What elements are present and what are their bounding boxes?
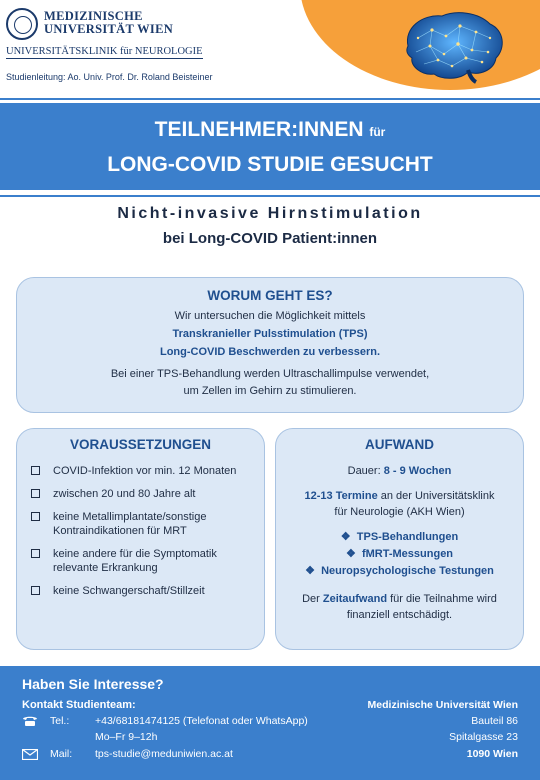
appointments-location: für Neurologie (AKH Wien) [334,506,465,518]
subtitle: bei Long-COVID Patient:innen [162,230,378,247]
duration-label: Dauer: [347,465,381,477]
diamond-bullet-icon: ❖ [305,565,315,577]
worum-heading: WORUM GEHT ES? [207,288,333,303]
list-item [29,487,259,501]
requirements-list [29,464,259,607]
voraussetzungen-box [16,428,265,650]
checkbox-icon [31,489,40,498]
worum-text-highlight: Long-COVID Beschwerden zu verbessern. [159,346,381,358]
worum-box [16,277,524,413]
effort-item [276,547,523,560]
worum-text: um Zellen im Gehirn zu stimulieren. [183,385,357,397]
aufwand-box [275,428,524,650]
effort-item-text: Neuropsychologische Testungen [321,565,494,577]
appointments-count: 12-13 Termine [304,490,378,502]
requirement-text: keine andere für die Symptomatik relevante Erkrankung [53,548,217,574]
title-band [0,103,540,190]
clinic-name: UNIVERSITÄTSKLINIK für NEUROLOGIE [6,46,203,57]
address-line: 1090 Wien [466,748,518,760]
requirement-text: keine Metallimplantate/sonstige Kontraindikationen für MRT [53,511,207,537]
effort-item [276,530,523,543]
duration-value: 8 - 9 Wochen [383,465,452,477]
study-lead: Studienleitung: Ao. Univ. Prof. Dr. Roland Beisteiner [6,72,213,82]
tel-value[interactable]: +43/68181474125 (Telefonat oder WhatsApp) [95,715,308,727]
logo-line: MEDIZINISCHE [44,9,143,23]
interest-question: Haben Sie Interesse? [22,676,164,692]
diamond-bullet-icon: ❖ [345,548,356,560]
compensation-note [276,593,523,605]
address-line: Spitalgasse 23 [449,731,518,743]
list-item [29,464,259,478]
mail-icon [22,749,38,760]
mail-value[interactable]: tps-studie@meduniwien.ac.at [95,748,233,760]
brain-icon [398,8,510,84]
effort-item-text: TPS-Behandlungen [356,531,459,543]
appointments [276,490,523,502]
diamond-bullet-icon: ❖ [340,531,351,543]
list-item [29,547,259,575]
voraussetzungen-heading: VORAUSSETZUNGEN [69,437,211,452]
note-highlight: Zeitaufwand [322,593,388,605]
title-main: TEILNEHMER:INNEN [154,118,364,141]
list-item [29,510,259,538]
worum-text: Wir untersuchen die Möglichkeit mittels [174,310,366,322]
appointments-text: an der Universitätsklink [377,490,495,502]
subtitle: Nicht-invasive Hirnstimulation [117,205,423,222]
note-text: Der [302,593,323,605]
university-logo-text [44,10,173,36]
tel-label: Tel.: [50,715,70,727]
effort-item-text: fMRT-Messungen [361,548,454,560]
checkbox-icon [31,466,40,475]
compensation-note: finanziell entschädigt. [346,609,453,621]
mail-label: Mail: [50,748,73,760]
university-seal-logo [6,8,38,40]
contact-heading: Kontakt Studienteam: [22,699,136,711]
phone-icon [22,715,38,727]
checkbox-icon [31,549,40,558]
divider [0,98,540,100]
logo-line: UNIVERSITÄT WIEN [44,22,174,36]
duration [276,465,523,477]
note-text: für die Teilnahme wird [387,593,497,605]
address-name: Medizinische Universität Wien [367,699,518,711]
list-item [29,584,259,598]
requirement-text: COVID-Infektion vor min. 12 Monaten [53,465,237,477]
requirement-text: zwischen 20 und 80 Jahre alt [53,488,196,500]
title-line2: LONG-COVID STUDIE GESUCHT [107,153,433,176]
header [0,0,540,92]
requirement-text: keine Schwangerschaft/Stillzeit [53,585,205,597]
divider [0,195,540,197]
effort-item [276,564,523,577]
worum-text-highlight: Transkranieller Pulsstimulation (TPS) [172,328,368,340]
checkbox-icon [31,512,40,521]
tel-hours: Mo–Fr 9–12h [95,731,158,743]
footer [0,666,540,780]
title-small: für [369,125,386,139]
title-line1 [0,118,540,142]
aufwand-heading: AUFWAND [365,437,434,452]
checkbox-icon [31,586,40,595]
address-line: Bauteil 86 [471,715,518,727]
worum-text: Bei einer TPS-Behandlung werden Ultraschallimpulse verwendet, [110,368,430,380]
